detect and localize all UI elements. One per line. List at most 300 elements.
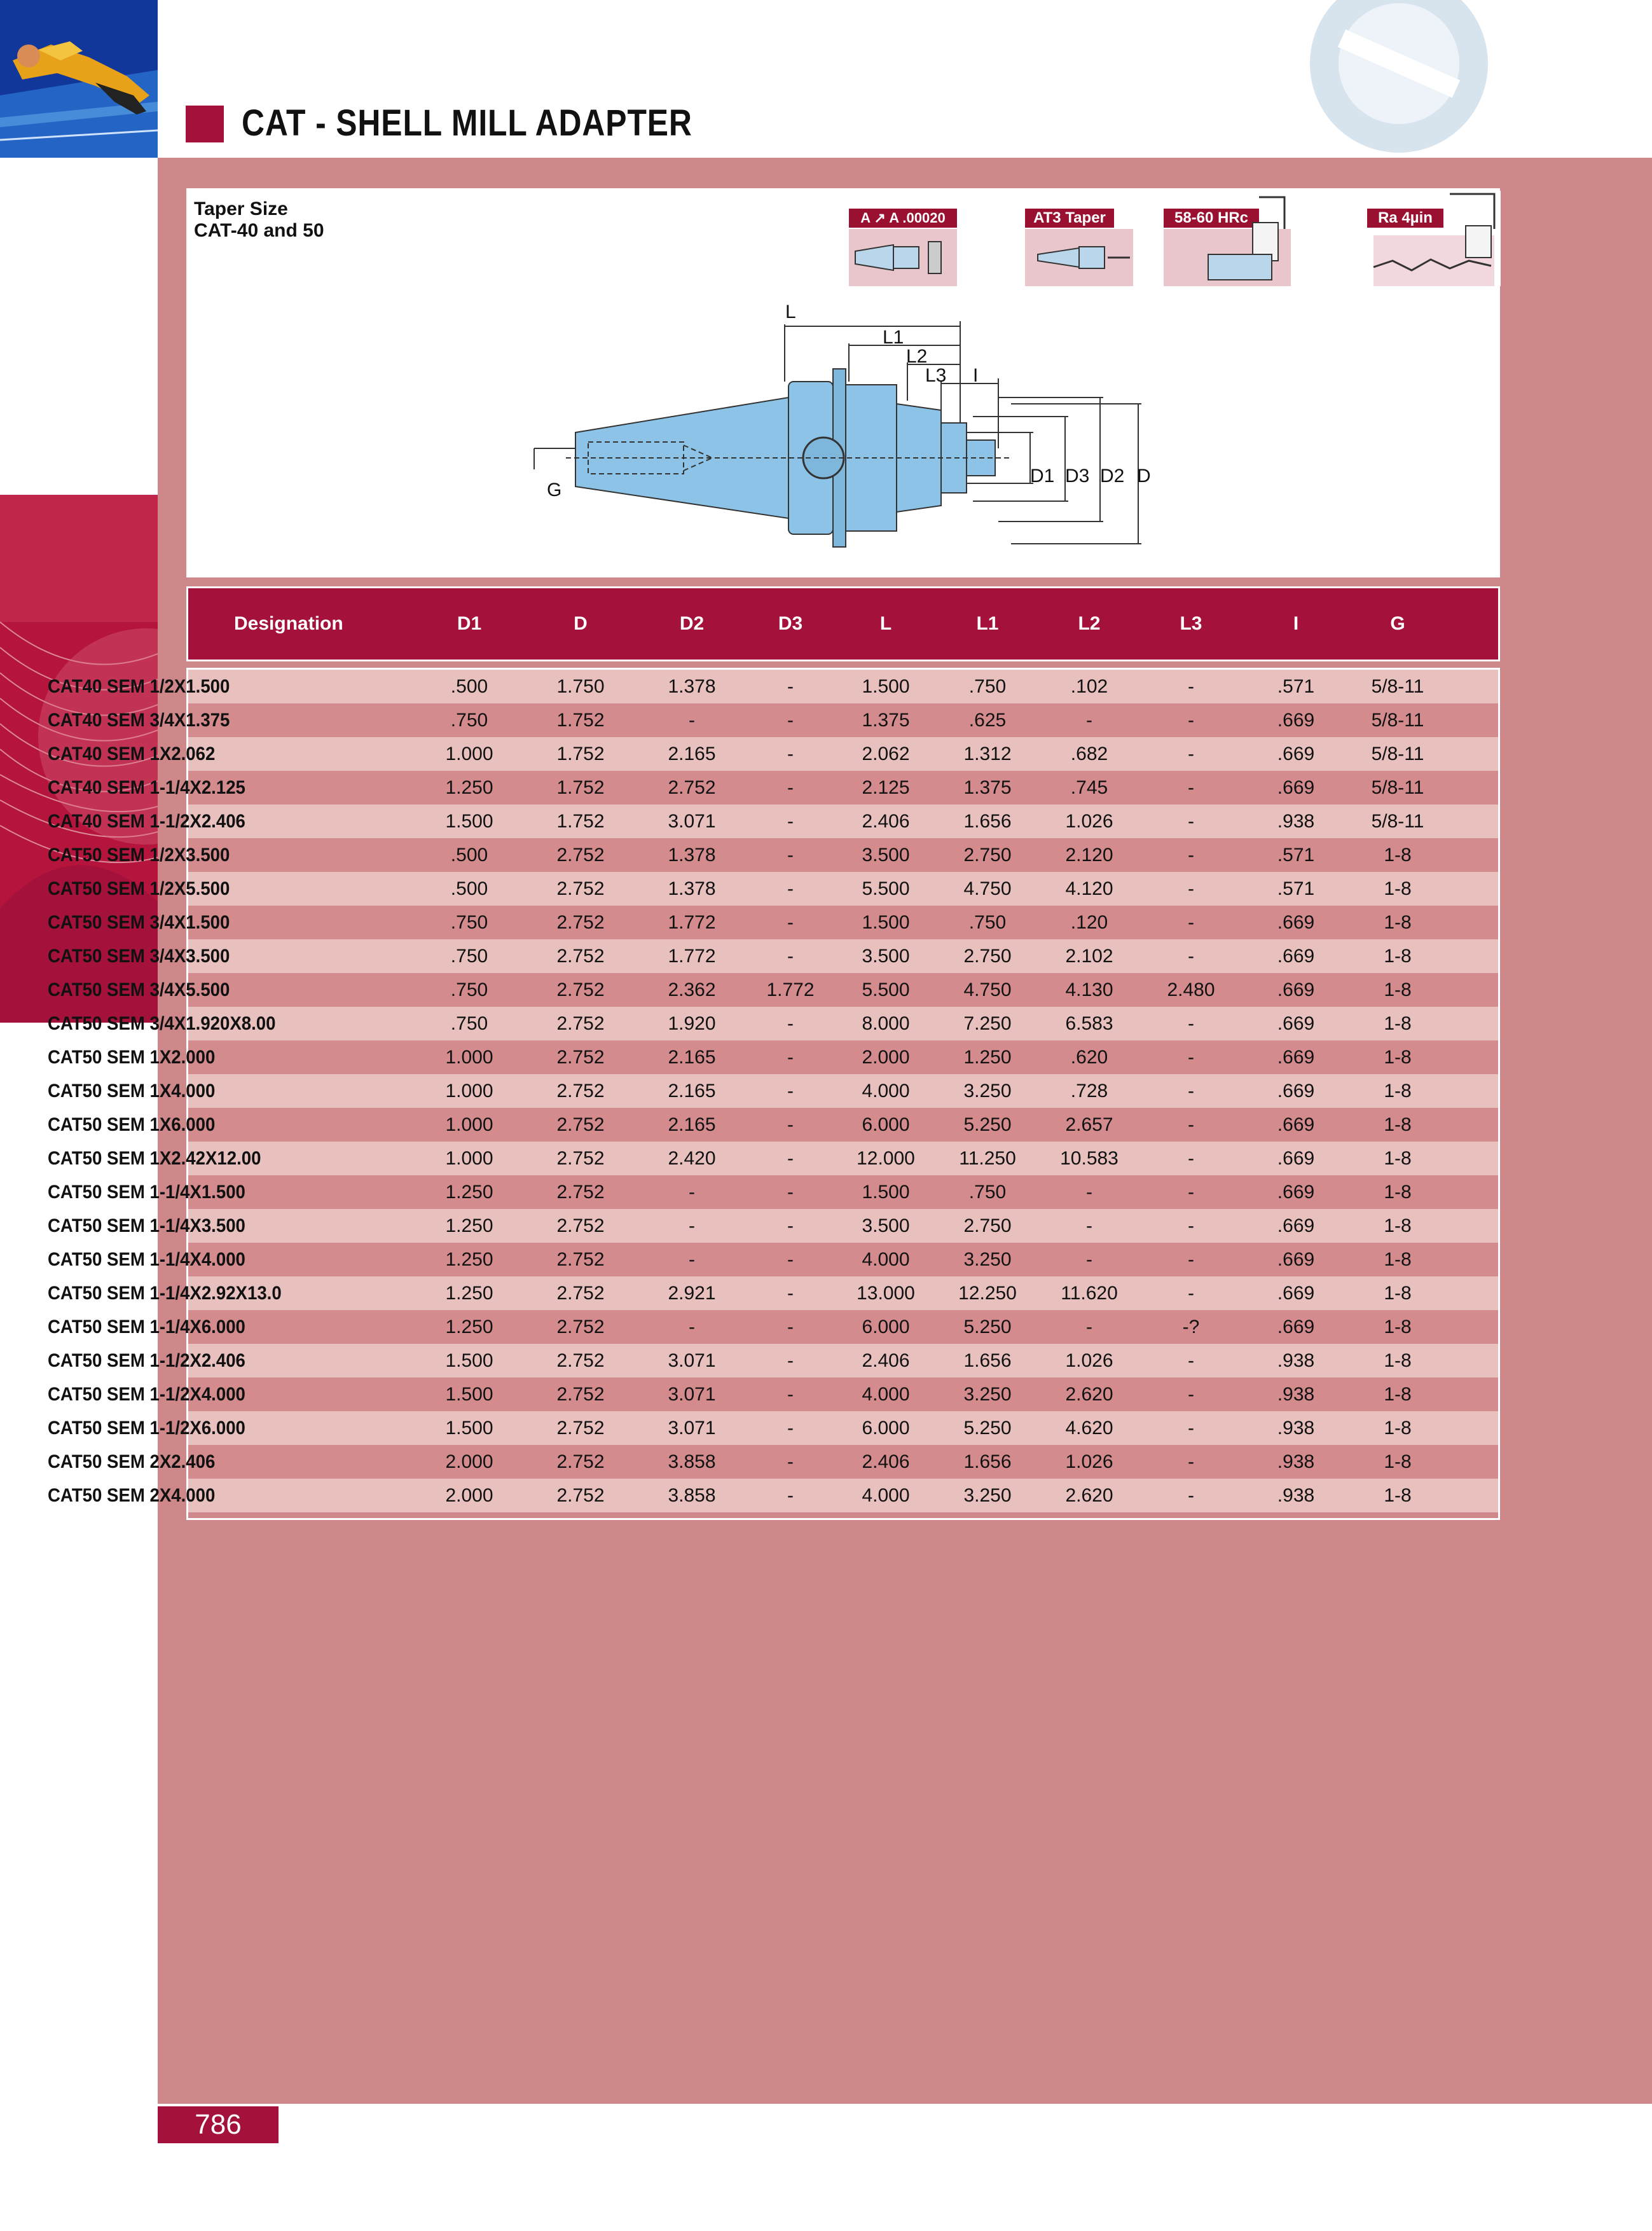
cell-l3: - [1188,1451,1194,1472]
cell-d1: 1.250 [445,777,493,798]
table-row [48,1175,1498,1209]
surface-finish-badge [1354,191,1501,286]
cell-l1: 3.250 [963,1384,1012,1405]
cell-g: 1-8 [1384,1148,1412,1169]
cell-d: 2.752 [556,1384,605,1405]
cell-g: 1-8 [1384,946,1412,967]
cell-d: 1.752 [556,743,605,764]
cell-d1: .500 [450,845,488,866]
cell-designation: CAT40 SEM 1X2.062 [48,743,216,764]
cell-i: .669 [1277,1047,1315,1068]
dimension-D1-label: D1 [1030,466,1055,487]
cell-designation: CAT50 SEM 1-1/4X4.000 [48,1249,245,1270]
cell-d3: - [787,811,794,832]
cell-l3: - [1188,1249,1194,1270]
cell-d2: - [689,1215,695,1236]
cell-i: .571 [1277,878,1315,899]
cell-l: 6.000 [862,1418,910,1439]
table-row [48,737,1498,771]
cell-i: .669 [1277,1316,1315,1337]
cell-l1: 2.750 [963,946,1012,967]
cell-i: .938 [1277,1350,1315,1371]
cell-l1: 5.250 [963,1418,1012,1439]
taper-size-heading: Taper Size [194,198,288,219]
cell-d1: 1.500 [445,1384,493,1405]
cell-d3: - [787,1148,794,1169]
cell-l3: - [1188,1148,1194,1169]
cell-d1: 1.000 [445,1148,493,1169]
cell-d: 2.752 [556,1081,605,1102]
cell-l2: .745 [1070,777,1108,798]
cell-g: 5/8-11 [1371,710,1424,731]
cell-l2: 4.120 [1065,878,1113,899]
cell-l: 12.000 [857,1148,915,1169]
cell-l2: 10.583 [1060,1148,1119,1169]
table-row [48,1108,1498,1142]
cell-i: .669 [1277,743,1315,764]
cell-d3: - [787,1013,794,1034]
taper-badge [1025,191,1133,286]
column-header-d3: D3 [778,613,803,634]
cell-d2: - [689,710,695,731]
cell-l: 1.500 [862,912,910,933]
cell-l: 6.000 [862,1316,910,1337]
cell-l: 3.500 [862,845,910,866]
cell-l2: 11.620 [1061,1283,1118,1304]
cell-l2: .682 [1070,743,1108,764]
cell-l: 3.500 [862,946,910,967]
column-header-d: D [574,613,588,634]
cell-designation: CAT40 SEM 1/2X1.500 [48,676,230,697]
table-row [48,872,1498,906]
cell-d3: - [787,777,794,798]
cell-i: .669 [1277,1114,1315,1135]
cell-g: 1-8 [1384,1418,1412,1439]
cell-g: 1-8 [1384,912,1412,933]
cell-d1: 1.250 [445,1283,493,1304]
cell-d1: 1.000 [445,1047,493,1068]
cell-l1: 3.250 [963,1081,1012,1102]
cell-designation: CAT40 SEM 3/4X1.375 [48,710,230,731]
cell-l2: .620 [1070,1047,1108,1068]
cell-l3: - [1188,912,1194,933]
cell-g: 5/8-11 [1371,777,1424,798]
cell-l3: 2.480 [1167,979,1215,1000]
cell-i: .669 [1277,1182,1315,1203]
cell-l: 4.000 [862,1485,910,1506]
table-row [48,838,1498,872]
cell-l1: .750 [968,1182,1007,1203]
cell-g: 5/8-11 [1371,743,1424,764]
column-header-l: L [879,613,892,634]
cell-l3: - [1188,710,1194,731]
table-row [48,1243,1498,1276]
cell-designation: CAT50 SEM 3/4X1.500 [48,912,230,933]
cell-l3: - [1188,1418,1194,1439]
decorative-circle [1297,0,1488,159]
cell-d: 2.752 [556,1316,605,1337]
taper-size-label [194,198,324,242]
cell-d1: .750 [450,1013,488,1034]
runout-badge-label: A ↗ A .00020 [849,209,957,228]
cell-l1: 1.656 [963,1451,1012,1472]
cell-i: .669 [1277,1148,1315,1169]
cell-designation: CAT50 SEM 3/4X5.500 [48,979,230,1000]
table-row [48,939,1498,973]
cell-designation: CAT50 SEM 1X2.42X12.00 [48,1148,261,1169]
cell-designation: CAT50 SEM 1-1/4X2.92X13.0 [48,1283,282,1304]
cell-designation: CAT50 SEM 1/2X5.500 [48,878,230,899]
table-row [48,1445,1498,1479]
title-marker [186,106,224,142]
cell-d: 2.752 [556,979,605,1000]
cell-g: 1-8 [1384,1013,1412,1034]
table-row [48,973,1498,1007]
cell-d1: 2.000 [445,1485,493,1506]
cell-g: 1-8 [1384,845,1412,866]
cell-i: .669 [1277,946,1315,967]
cell-designation: CAT50 SEM 1-1/4X6.000 [48,1316,245,1337]
cell-l3: - [1188,743,1194,764]
cell-l3: - [1188,1114,1194,1135]
cell-g: 1-8 [1384,878,1412,899]
cell-i: .669 [1277,912,1315,933]
cell-l3: - [1188,1182,1194,1203]
cell-d: 2.752 [556,845,605,866]
cell-g: 1-8 [1384,1485,1412,1506]
cell-l3: - [1188,811,1194,832]
cell-g: 1-8 [1384,1316,1412,1337]
cell-d2: 1.772 [668,946,716,967]
cell-l1: 7.250 [963,1013,1012,1034]
cell-d1: .750 [450,912,488,933]
cell-d: 1.752 [556,710,605,731]
cell-l3: - [1188,1081,1194,1102]
cell-l1: 1.656 [963,1350,1012,1371]
cell-designation: CAT50 SEM 1-1/2X2.406 [48,1350,245,1371]
table-row [48,1411,1498,1445]
cell-l3: - [1188,1047,1194,1068]
cell-l1: 12.250 [958,1283,1017,1304]
cell-i: .669 [1277,710,1315,731]
cell-l3: - [1188,1215,1194,1236]
taper-illustration-icon [1025,229,1133,286]
cell-l: 4.000 [862,1081,910,1102]
cell-l: 3.500 [862,1215,910,1236]
cell-d3: - [787,1316,794,1337]
specification-table [48,668,1500,1520]
cell-l2: 2.657 [1065,1114,1113,1135]
column-header-g: G [1390,613,1405,634]
table-row [48,1209,1498,1243]
cell-d1: 1.000 [445,743,493,764]
cell-designation: CAT50 SEM 1/2X3.500 [48,845,230,866]
cell-l: 5.500 [862,979,910,1000]
cell-l2: 2.620 [1065,1485,1113,1506]
cell-d2: 2.420 [668,1148,716,1169]
cell-d3: - [787,1283,794,1304]
cell-designation: CAT50 SEM 1X4.000 [48,1081,216,1102]
header-photo [0,0,158,158]
cell-d1: .750 [450,946,488,967]
cell-l2: 1.026 [1065,1350,1113,1371]
cell-d: 1.752 [556,777,605,798]
table-row [48,1074,1498,1108]
surface-finish-icon [1354,191,1501,286]
cell-d1: .500 [450,878,488,899]
table-row [48,805,1498,838]
cell-l3: - [1188,676,1194,697]
cell-l1: 1.250 [963,1047,1012,1068]
cell-d3: - [787,743,794,764]
cell-l3: - [1188,878,1194,899]
cell-g: 1-8 [1384,1249,1412,1270]
cell-l1: .750 [968,912,1007,933]
cell-d: 1.750 [556,676,605,697]
cell-l2: - [1086,1215,1092,1236]
cell-d2: 2.165 [668,1047,716,1068]
cell-l1: 5.250 [963,1114,1012,1135]
cell-d1: 1.500 [445,811,493,832]
dimension-L1-label: L1 [883,327,904,348]
cell-d1: 2.000 [445,1451,493,1472]
cell-d1: 1.000 [445,1114,493,1135]
cell-d: 2.752 [556,1451,605,1472]
hardness-tester-icon [1164,191,1291,286]
cell-d: 2.752 [556,1418,605,1439]
cell-designation: CAT50 SEM 1-1/4X1.500 [48,1182,245,1203]
table-row [48,1378,1498,1411]
cell-l: 2.406 [862,1350,910,1371]
cell-d: 2.752 [556,1047,605,1068]
page-title: CAT - SHELL MILL ADAPTER [242,102,692,144]
table-row [48,1142,1498,1175]
cell-designation: CAT50 SEM 1-1/2X4.000 [48,1384,245,1405]
cell-l2: 2.620 [1065,1384,1113,1405]
cell-l: 2.406 [862,811,910,832]
cell-l2: .102 [1070,676,1108,697]
dimension-D3-label: D3 [1065,466,1090,487]
cell-l1: 3.250 [963,1249,1012,1270]
cell-designation: CAT50 SEM 2X2.406 [48,1451,216,1472]
cell-g: 1-8 [1384,979,1412,1000]
dimension-L3-label: L3 [925,365,947,386]
column-header-d2: D2 [679,613,705,634]
cell-i: .669 [1277,1283,1315,1304]
dimension-I-label: I [973,365,979,386]
table-row [48,1344,1498,1378]
taper-badge-label: AT3 Taper [1025,209,1114,228]
cell-g: 1-8 [1384,1047,1412,1068]
cell-l2: 4.130 [1065,979,1113,1000]
cell-designation: CAT50 SEM 3/4X3.500 [48,946,230,967]
cell-d3: - [787,1451,794,1472]
column-header-l3: L3 [1180,613,1202,634]
cell-d2: - [689,1182,695,1203]
cell-d: 2.752 [556,1249,605,1270]
runout-badge [849,191,957,286]
cell-d2: 1.772 [668,912,716,933]
dimension-D2-label: D2 [1100,466,1125,487]
cell-i: .669 [1277,1081,1315,1102]
table-row [48,1040,1498,1074]
cell-l1: 5.250 [963,1316,1012,1337]
cell-d: 2.752 [556,1114,605,1135]
cell-d3: - [787,1418,794,1439]
cell-g: 1-8 [1384,1215,1412,1236]
cell-d: 2.752 [556,1485,605,1506]
cell-d2: 1.920 [668,1013,716,1034]
cell-designation: CAT50 SEM 1-1/2X6.000 [48,1418,245,1439]
runout-illustration-icon [849,229,957,286]
table-row [48,670,1498,703]
column-header-l2: L2 [1078,613,1101,634]
cell-designation: CAT40 SEM 1-1/2X2.406 [48,811,245,832]
cell-g: 1-8 [1384,1451,1412,1472]
cell-d2: 1.378 [668,676,716,697]
cell-d2: 3.858 [668,1451,716,1472]
cell-i: .669 [1277,979,1315,1000]
cell-d1: 1.250 [445,1316,493,1337]
cell-g: 5/8-11 [1371,676,1424,697]
cell-l: 4.000 [862,1384,910,1405]
table-row [48,1479,1498,1512]
cell-l: 13.000 [857,1283,915,1304]
cell-d3: - [787,946,794,967]
cell-i: .938 [1277,1418,1315,1439]
cell-d2: 3.858 [668,1485,716,1506]
cell-d: 2.752 [556,1283,605,1304]
cell-d1: 1.250 [445,1215,493,1236]
cell-l2: 1.026 [1065,1451,1113,1472]
cell-l1: 2.750 [963,1215,1012,1236]
cell-l1: 4.750 [963,979,1012,1000]
cell-l: 2.000 [862,1047,910,1068]
cell-l2: 6.583 [1065,1013,1113,1034]
dimension-L-label: L [785,301,796,322]
cell-l3: - [1188,1384,1194,1405]
cell-d2: 2.165 [668,1081,716,1102]
cell-l1: 1.375 [963,777,1012,798]
cell-l1: .750 [968,676,1007,697]
cell-d3: - [787,912,794,933]
cell-i: .938 [1277,811,1315,832]
cell-g: 1-8 [1384,1384,1412,1405]
cell-l3: - [1188,946,1194,967]
cell-d: 2.752 [556,946,605,967]
cell-g: 5/8-11 [1371,811,1424,832]
cell-d1: 1.000 [445,1081,493,1102]
cell-i: .571 [1277,845,1315,866]
table-header [186,586,1500,661]
cell-l: 2.125 [862,777,910,798]
cell-d1: 1.250 [445,1249,493,1270]
hardness-badge-label: 58-60 HRc [1164,209,1259,228]
cell-l1: 1.312 [963,743,1012,764]
cell-d: 2.752 [556,1215,605,1236]
cell-designation: CAT40 SEM 1-1/4X2.125 [48,777,245,798]
cell-d: 2.752 [556,878,605,899]
cell-d2: 2.165 [668,743,716,764]
cell-l: 8.000 [862,1013,910,1034]
cell-d3: - [787,676,794,697]
cell-d3: 1.772 [766,979,815,1000]
column-header-i: I [1293,613,1299,634]
cell-l2: 2.120 [1065,845,1113,866]
cell-d1: 1.500 [445,1418,493,1439]
cell-d2: 2.921 [668,1283,716,1304]
cell-designation: CAT50 SEM 1-1/4X3.500 [48,1215,245,1236]
table-row [48,1007,1498,1040]
cell-d3: - [787,878,794,899]
cell-d: 2.752 [556,1182,605,1203]
cell-l2: .728 [1070,1081,1108,1102]
dimension-D-label: D [1137,466,1151,487]
cell-l2: - [1086,1182,1092,1203]
hardness-badge [1164,191,1291,286]
cell-d1: .750 [450,979,488,1000]
cell-l1: .625 [968,710,1007,731]
cell-g: 1-8 [1384,1114,1412,1135]
cell-d: 2.752 [556,912,605,933]
cell-l: 6.000 [862,1114,910,1135]
cell-l2: 1.026 [1065,811,1113,832]
cell-designation: CAT50 SEM 1X6.000 [48,1114,216,1135]
cell-d3: - [787,1249,794,1270]
table-row [48,906,1498,939]
cell-d: 2.752 [556,1013,605,1034]
cell-d2: 3.071 [668,1418,716,1439]
column-header-l1: L1 [976,613,999,634]
cell-d2: 2.165 [668,1114,716,1135]
cell-designation: CAT50 SEM 3/4X1.920X8.00 [48,1013,276,1034]
cell-l: 4.000 [862,1249,910,1270]
cell-l2: - [1086,1316,1092,1337]
cell-d3: - [787,1350,794,1371]
cell-l: 1.500 [862,1182,910,1203]
cell-d2: 2.362 [668,979,716,1000]
cell-d3: - [787,1384,794,1405]
cell-d2: 3.071 [668,1350,716,1371]
cell-l: 1.375 [862,710,910,731]
cell-d2: 3.071 [668,811,716,832]
dimension-G-label: G [547,480,562,501]
cell-d3: - [787,1215,794,1236]
cell-l3: - [1188,1283,1194,1304]
cell-d2: - [689,1249,695,1270]
table-row [48,1276,1498,1310]
table-row [48,703,1498,737]
cell-d3: - [787,1047,794,1068]
cell-d3: - [787,1182,794,1203]
cell-l: 2.062 [862,743,910,764]
cell-i: .669 [1277,777,1315,798]
cell-d2: 1.378 [668,878,716,899]
cell-l: 1.500 [862,676,910,697]
column-header-designation: Designation [234,613,343,634]
cell-g: 1-8 [1384,1182,1412,1203]
cell-i: .938 [1277,1485,1315,1506]
cell-l3: - [1188,1485,1194,1506]
cell-l3: - [1188,1013,1194,1034]
cell-d1: .500 [450,676,488,697]
cell-d2: 2.752 [668,777,716,798]
cell-i: .669 [1277,1215,1315,1236]
taper-size-value: CAT-40 and 50 [194,220,324,241]
cell-d3: - [787,1081,794,1102]
page-number: 786 [158,2106,279,2143]
cell-l1: 1.656 [963,811,1012,832]
